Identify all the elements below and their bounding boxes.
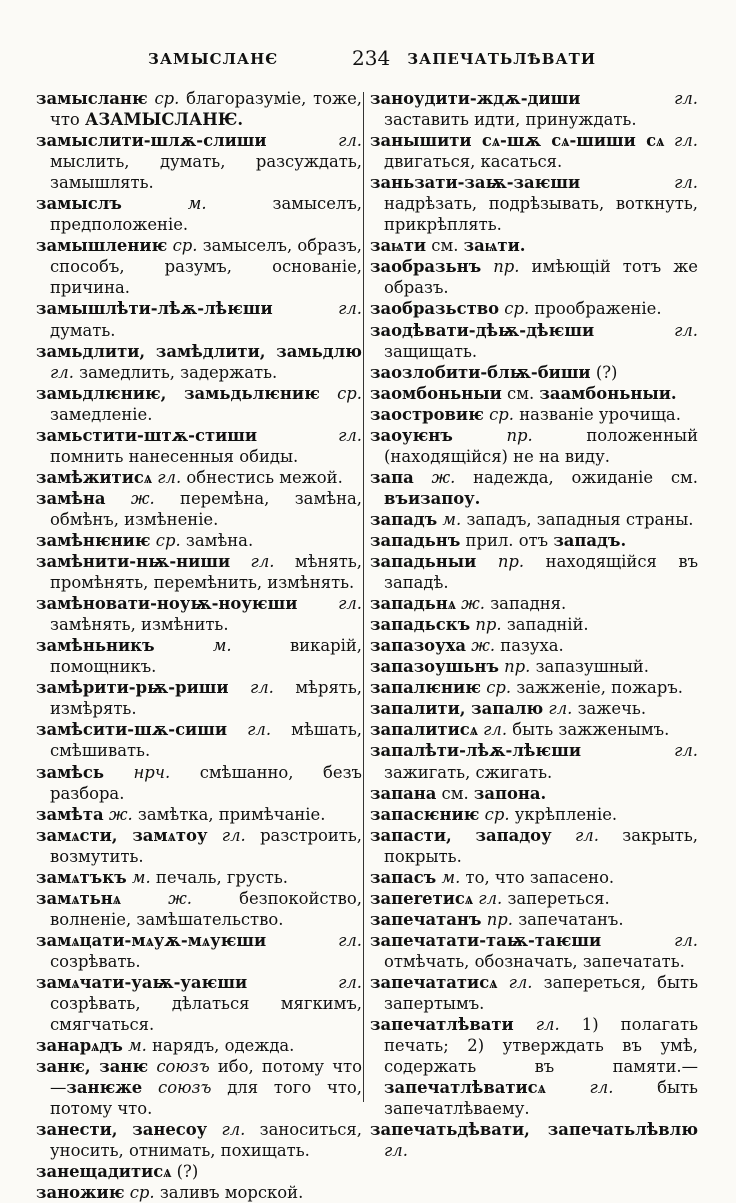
entry-definition: нарядъ, одежда. <box>152 1036 295 1056</box>
entry-definition: для того что, потому что. <box>50 1078 362 1119</box>
entry-grammar: гл. <box>674 173 698 193</box>
entry-definition: запечатанъ. <box>518 909 624 929</box>
entry-definition: смѣшанно, безъ разбора. <box>50 762 362 803</box>
entry-grammar: нрч. <box>133 762 171 782</box>
entry-definition: быть запечатлѣваему. <box>384 1078 698 1119</box>
entry-definition: находящійся въ западѣ. <box>384 552 699 593</box>
entry-headword: занышити сѧ-шѫ сѧ-шиши сѧ <box>370 131 665 151</box>
dictionary-entry <box>370 783 698 804</box>
entry-grammar: гл. <box>483 720 508 740</box>
entry-grammar: м. <box>187 194 207 214</box>
entry-headword: запалити, запалю <box>370 699 544 719</box>
entry-grammar: союзъ <box>156 1057 210 1077</box>
entry-definition: запереться, быть запертымъ. <box>384 972 698 1014</box>
entry-definition: замѣтка, примѣчаніе. <box>137 804 326 824</box>
entry-definition: запереться. <box>507 888 610 908</box>
entry-headword: заньзати-заѭ-заѥши <box>370 173 581 193</box>
entry-headword: замѣна <box>36 488 106 508</box>
entry-definition: запазушный. <box>535 657 649 677</box>
entry-definition: ибо, потому что— <box>50 1057 362 1098</box>
entry-definition: укрѣпленіе. <box>514 804 618 824</box>
entry-headword: заоуѥнъ <box>370 425 453 445</box>
entry-headword: заножиѥ <box>36 1183 125 1203</box>
entry-grammar: ср. <box>155 530 181 550</box>
entry-grammar: м. <box>442 509 462 529</box>
entry-definition: (?) <box>595 362 618 382</box>
entry-headword: замѣжитисѧ <box>36 467 153 487</box>
entry-headword: замѧтьнѧ <box>36 888 121 908</box>
dictionary-entry <box>370 404 698 425</box>
page-number: 234 <box>352 46 391 70</box>
dictionary-entry <box>370 656 698 677</box>
entry-definition: 1) полагать печать; 2) утверждать въ умѣ, содержать въ памяти.— <box>384 1015 698 1077</box>
entry-definition: замыселъ, образъ, способъ, разумъ, основаніе, причина. <box>50 236 362 298</box>
entry-headword: запечатанъ <box>370 909 482 929</box>
dictionary-entry <box>36 1119 362 1161</box>
entry-cross-reference: западъ. <box>553 530 627 550</box>
entry-headword: замыслъ <box>36 194 122 214</box>
dictionary-entry <box>370 867 698 888</box>
entry-definition: благоразуміе, тоже, что <box>50 89 363 130</box>
column-divider <box>363 92 364 1102</box>
entry-grammar: ж. <box>108 804 133 824</box>
entry-definition: замѣна. <box>185 530 254 550</box>
dictionary-entry <box>370 551 698 593</box>
entry-definition: заливъ морской. <box>159 1183 304 1203</box>
page-header <box>36 44 700 74</box>
entry-grammar: гл. <box>674 741 698 761</box>
dictionary-entry <box>370 130 698 172</box>
entry-definition: замедленіе. <box>50 404 153 424</box>
entry-cross-reference: въизапоу. <box>384 488 481 508</box>
entry-grammar: ж. <box>431 467 456 487</box>
dictionary-entry <box>370 740 698 782</box>
entry-grammar: гл. <box>338 594 362 614</box>
dictionary-entry <box>370 425 698 467</box>
entry-definition: зажженіе, пожаръ. <box>516 678 683 698</box>
entry-grammar: гл. <box>338 299 362 319</box>
entry-grammar: ср. <box>154 89 180 108</box>
entry-grammar: ж. <box>461 594 486 614</box>
entry-headword: замѧтъкъ <box>36 867 127 887</box>
dictionary-entry <box>36 1035 362 1056</box>
entry-grammar: ср. <box>489 404 514 424</box>
entry-headword: замѣнити-нѭ-ниши <box>36 552 231 572</box>
entry-grammar: гл. <box>535 1015 560 1035</box>
dictionary-entry <box>36 488 362 530</box>
entry-headword: запалѣти-лѣѫ-лѣѥши <box>370 741 581 761</box>
dictionary-entry <box>370 1119 698 1161</box>
dictionary-entry <box>36 1182 362 1203</box>
entry-grammar: ср. <box>504 299 530 319</box>
dictionary-entry <box>370 930 698 972</box>
entry-grammar: м. <box>128 1036 147 1056</box>
dictionary-entry <box>370 698 698 719</box>
entry-headword: замьдлити, замѣдлити, замьдлю <box>36 341 362 361</box>
dictionary-entry <box>36 804 362 825</box>
dictionary-entry <box>370 1014 698 1119</box>
dictionary-entry <box>36 1161 362 1182</box>
dictionary-entry <box>370 677 698 698</box>
entry-headword: замѣсити-шѫ-сиши <box>36 720 227 740</box>
entry-definition: зажечь. <box>577 699 647 719</box>
dictionary-entry <box>370 298 698 319</box>
entry-headword: запечататисѧ <box>370 972 498 992</box>
entry-subheadword: занѥже <box>66 1078 143 1098</box>
entry-grammar: ж. <box>471 636 496 656</box>
entry-grammar: гл. <box>548 699 573 719</box>
entry-grammar: гл. <box>221 825 246 845</box>
entry-definition: обнестись межой. <box>186 467 343 487</box>
entry-grammar: пр. <box>506 425 533 445</box>
entry-definition: проображеніе. <box>534 299 662 319</box>
entry-definition: зажигать, сжигать. <box>384 762 553 782</box>
entry-definition: перемѣна, замѣна, обмѣнъ, измѣненіе. <box>50 488 362 529</box>
entry-headword: заостровиѥ <box>370 404 484 424</box>
entry-definition: мѣрять, измѣрять. <box>50 678 362 719</box>
entry-headword: замѣновати-ноуѭ-ноуѥши <box>36 594 298 614</box>
entry-headword: западьскъ <box>370 615 471 635</box>
entry-definition: прил. отъ <box>465 530 549 550</box>
entry-headword: занещадитисѧ <box>36 1162 172 1182</box>
entry-headword: замышлениѥ <box>36 236 168 256</box>
entry-grammar: гл. <box>221 1120 246 1140</box>
entry-definition: см. <box>507 383 535 403</box>
entry-continuation: АЗАМЫСЛАНѤ. <box>85 110 244 130</box>
entry-headword: замѣньникъ <box>36 636 155 656</box>
entry-headword: замѣсь <box>36 762 104 782</box>
entry-headword: заноудити-ждѫ-диши <box>370 89 581 108</box>
dictionary-entry <box>36 867 362 888</box>
entry-definition: то, что запасено. <box>465 867 615 887</box>
entry-grammar: гл. <box>157 467 182 487</box>
entry-definition: защищать. <box>384 341 478 361</box>
entry-headword: замысланѥ <box>36 89 148 108</box>
entry-grammar: гл. <box>574 825 599 845</box>
entry-headword: западьнъ <box>370 530 461 550</box>
entry-headword: замѣта <box>36 804 104 824</box>
entry-grammar: гл. <box>247 720 272 740</box>
dictionary-entry <box>36 677 362 719</box>
entry-headword: запалитисѧ <box>370 720 478 740</box>
entry-grammar: пр. <box>486 909 513 929</box>
dictionary-entry <box>370 530 698 551</box>
entry-headword: замѣрити-рѭ-риши <box>36 678 229 698</box>
entry-definition: печаль, грусть. <box>155 867 288 887</box>
entry-grammar: м. <box>441 867 461 887</box>
dictionary-entry <box>36 383 362 425</box>
entry-headword: замьстити-штѫ-стиши <box>36 425 258 445</box>
dictionary-entry <box>370 909 698 930</box>
entry-grammar: пр. <box>493 257 520 277</box>
dictionary-entry <box>370 467 698 509</box>
dictionary-entry <box>36 593 362 635</box>
entry-grammar: пр. <box>475 615 502 635</box>
entry-grammar: ср. <box>486 678 512 698</box>
entry-headword: занѥ, занѥ <box>36 1057 149 1077</box>
dictionary-entry <box>370 888 698 909</box>
right-column <box>370 88 698 1161</box>
entry-grammar: гл. <box>674 930 698 950</box>
entry-grammar: гл. <box>478 888 503 908</box>
entry-definition: помнить нанесенныя обиды. <box>50 446 299 466</box>
entry-headword: запана <box>370 783 437 803</box>
dictionary-entry <box>36 425 362 467</box>
entry-headword: западьныи <box>370 552 477 572</box>
entry-headword: запазоушьнъ <box>370 657 499 677</box>
entry-grammar: пр. <box>504 657 531 677</box>
entry-headword: замѧсти, замѧтоу <box>36 825 208 845</box>
entry-grammar: ср. <box>484 804 510 824</box>
entry-grammar: м. <box>131 867 151 887</box>
entry-headword: замышлѣти-лѣѫ-лѣѥши <box>36 299 273 319</box>
entry-headword: запеrетисѧ <box>370 888 474 908</box>
entry-grammar: гл. <box>674 89 698 108</box>
entry-headword: замѧцати-мѧуѫ-мѧуѥши <box>36 930 267 950</box>
entry-definition: викарій, помощникъ. <box>50 636 362 677</box>
entry-headword: запечатьдѣвати, запечатьлѣвлю <box>370 1120 698 1140</box>
entry-headword: запазоуха <box>370 636 466 656</box>
entry-grammar: гл. <box>589 1078 614 1098</box>
entry-grammar: гл. <box>338 425 362 445</box>
dictionary-entry <box>36 972 362 1035</box>
entry-headword: занести, занесоу <box>36 1120 208 1140</box>
running-head-left: ЗАМЫСЛАНЄ <box>148 50 279 68</box>
entry-grammar: ж. <box>168 888 192 908</box>
entry-headword: заобразьство <box>370 299 500 319</box>
entry-cross-reference: запона. <box>473 783 547 803</box>
dictionary-entry <box>370 593 698 614</box>
entry-grammar: гл. <box>249 678 274 698</box>
entry-headword: запасти, западоу <box>370 825 552 845</box>
entry-headword: замѧчати-уаѭ-уаѥши <box>36 972 248 992</box>
dictionary-entry <box>370 235 698 256</box>
entry-cross-reference: заамбоньныи. <box>539 383 677 403</box>
entry-grammar: гл. <box>384 1141 408 1161</box>
entry-definition: заставить идти, принуждать. <box>384 110 637 130</box>
entry-subheadword: запечатлѣватисѧ <box>384 1078 546 1098</box>
entry-headword: заозлобити-блѭ-биши <box>370 362 591 382</box>
dictionary-entry <box>36 88 362 130</box>
entry-definition: двигаться, касаться. <box>384 152 563 172</box>
dictionary-entry <box>36 467 362 488</box>
dictionary-entry <box>36 130 362 193</box>
entry-definition: мыслить, думать, разсуждать, замышлять. <box>50 152 362 193</box>
entry-headword: запасъ <box>370 867 437 887</box>
entry-definition: надрѣзать, подрѣзывать, воткнуть, прикрѣплять. <box>384 194 698 235</box>
entry-headword: запечатлѣвати <box>370 1015 514 1035</box>
dictionary-entry <box>36 1056 362 1119</box>
entry-definition: замѣнять, измѣнить. <box>50 615 229 635</box>
entry-grammar: ж. <box>130 488 155 508</box>
entry-grammar: гл. <box>674 131 698 151</box>
dictionary-entry <box>370 614 698 635</box>
entry-definition: замыселъ, предположеніе. <box>50 194 362 235</box>
entry-headword: заодѣвати-дѣѭ-дѣѥши <box>370 320 595 340</box>
entry-headword: запалѥниѥ <box>370 678 481 698</box>
dictionary-entry <box>370 972 698 1014</box>
entry-definition: созрѣвать. <box>50 951 141 971</box>
dictionary-entry <box>36 930 362 972</box>
entry-headword: зaобразьнъ <box>370 257 482 277</box>
entry-definition: замедлить, задержать. <box>79 362 278 382</box>
entry-headword: запасѥниѥ <box>370 804 480 824</box>
entry-definition: мѣнять, промѣнять, перемѣнить, измѣнять. <box>50 552 362 593</box>
entry-grammar: гл. <box>338 930 362 950</box>
entry-definition: думать. <box>50 320 116 340</box>
dictionary-entry <box>36 762 362 804</box>
entry-definition: западній. <box>506 615 589 635</box>
entry-definition: положенный (находящійся) не на виду. <box>384 425 698 466</box>
dictionary-entry <box>370 804 698 825</box>
entry-grammar: ср. <box>172 236 198 256</box>
entry-definition: разстроить, возмутить. <box>50 825 362 866</box>
entry-headword: занарѧдъ <box>36 1036 123 1056</box>
entry-grammar: гл. <box>50 362 74 382</box>
dictionary-entry <box>370 509 698 530</box>
entry-definition: см. <box>431 236 459 256</box>
entry-grammar: союзъ <box>158 1078 212 1098</box>
entry-grammar: гл. <box>508 972 533 992</box>
entry-grammar: гл. <box>674 320 698 340</box>
dictionary-entry <box>370 635 698 656</box>
dictionary-entry <box>36 635 362 677</box>
entry-definition: отмѣчать, обозначать, запечатать. <box>384 951 685 971</box>
dictionary-entry <box>370 383 698 404</box>
dictionary-entry <box>370 256 698 298</box>
entry-definition: имѣющій тотъ же образъ. <box>384 257 698 298</box>
entry-definition: пазуха. <box>500 636 564 656</box>
entry-grammar: гл. <box>338 972 362 992</box>
dictionary-entry <box>36 825 362 867</box>
dictionary-entry <box>370 362 698 383</box>
entry-headword: запа <box>370 467 414 487</box>
entry-definition: быть зажженымъ. <box>512 720 670 740</box>
dictionary-entry <box>36 551 362 593</box>
entry-headword: западъ <box>370 509 438 529</box>
entry-headword: запечатати-таѭ-таѥши <box>370 930 602 950</box>
dictionary-entry <box>370 320 698 362</box>
dictionary-entry <box>36 530 362 551</box>
dictionary-entry <box>36 235 362 298</box>
running-head-right: ЗАПЕЧАТЬЛѢВАТИ <box>407 50 596 68</box>
dictionary-entry <box>370 719 698 740</box>
dictionary-entry <box>36 193 362 235</box>
entry-grammar: пр. <box>497 552 525 572</box>
entry-definition: закрыть, покрыть. <box>384 825 698 866</box>
entry-definition: см. <box>441 783 469 803</box>
dictionary-entry <box>36 298 362 340</box>
entry-definition: мѣшать, смѣшивать. <box>50 720 362 761</box>
dictionary-entry <box>370 172 698 235</box>
entry-cross-reference: заѩти. <box>463 236 526 256</box>
entry-headword: замьдлѥниѥ, замьдьлѥниѥ <box>36 383 320 403</box>
dictionary-entry <box>370 825 698 867</box>
entry-grammar: гл. <box>250 552 275 572</box>
entry-headword: западьнѧ <box>370 594 456 614</box>
entry-grammar: ср. <box>337 383 362 403</box>
entry-grammar: ср. <box>129 1183 155 1203</box>
entry-definition: заноситься, уносить, отнимать, похищать. <box>50 1120 362 1161</box>
entry-definition: западъ, западныя страны. <box>466 509 694 529</box>
entry-grammar: м. <box>212 636 232 656</box>
entry-definition: западня. <box>490 594 567 614</box>
dictionary-entry <box>36 719 362 761</box>
entry-definition: (?) <box>176 1162 199 1182</box>
entry-headword: замѣнѥниѥ <box>36 530 151 550</box>
entry-headword: заѩти <box>370 236 427 256</box>
entry-headword: заомбоньныи <box>370 383 502 403</box>
entry-grammar: гл. <box>338 131 362 151</box>
entry-definition: надежда, ожиданіе см. <box>473 467 698 487</box>
dictionary-entry <box>36 888 362 930</box>
dictionary-entry <box>370 88 698 130</box>
entry-definition: безпокойство, волненіе, замѣшательство. <box>50 888 362 929</box>
entry-headword: замыслити-шлѫ-слиши <box>36 131 267 151</box>
entry-definition: названіе урочища. <box>519 404 681 424</box>
left-column <box>36 88 362 1203</box>
entry-definition: созрѣвать, дѣлаться мягкимъ, смягчаться. <box>50 994 362 1035</box>
dictionary-entry <box>36 341 362 383</box>
